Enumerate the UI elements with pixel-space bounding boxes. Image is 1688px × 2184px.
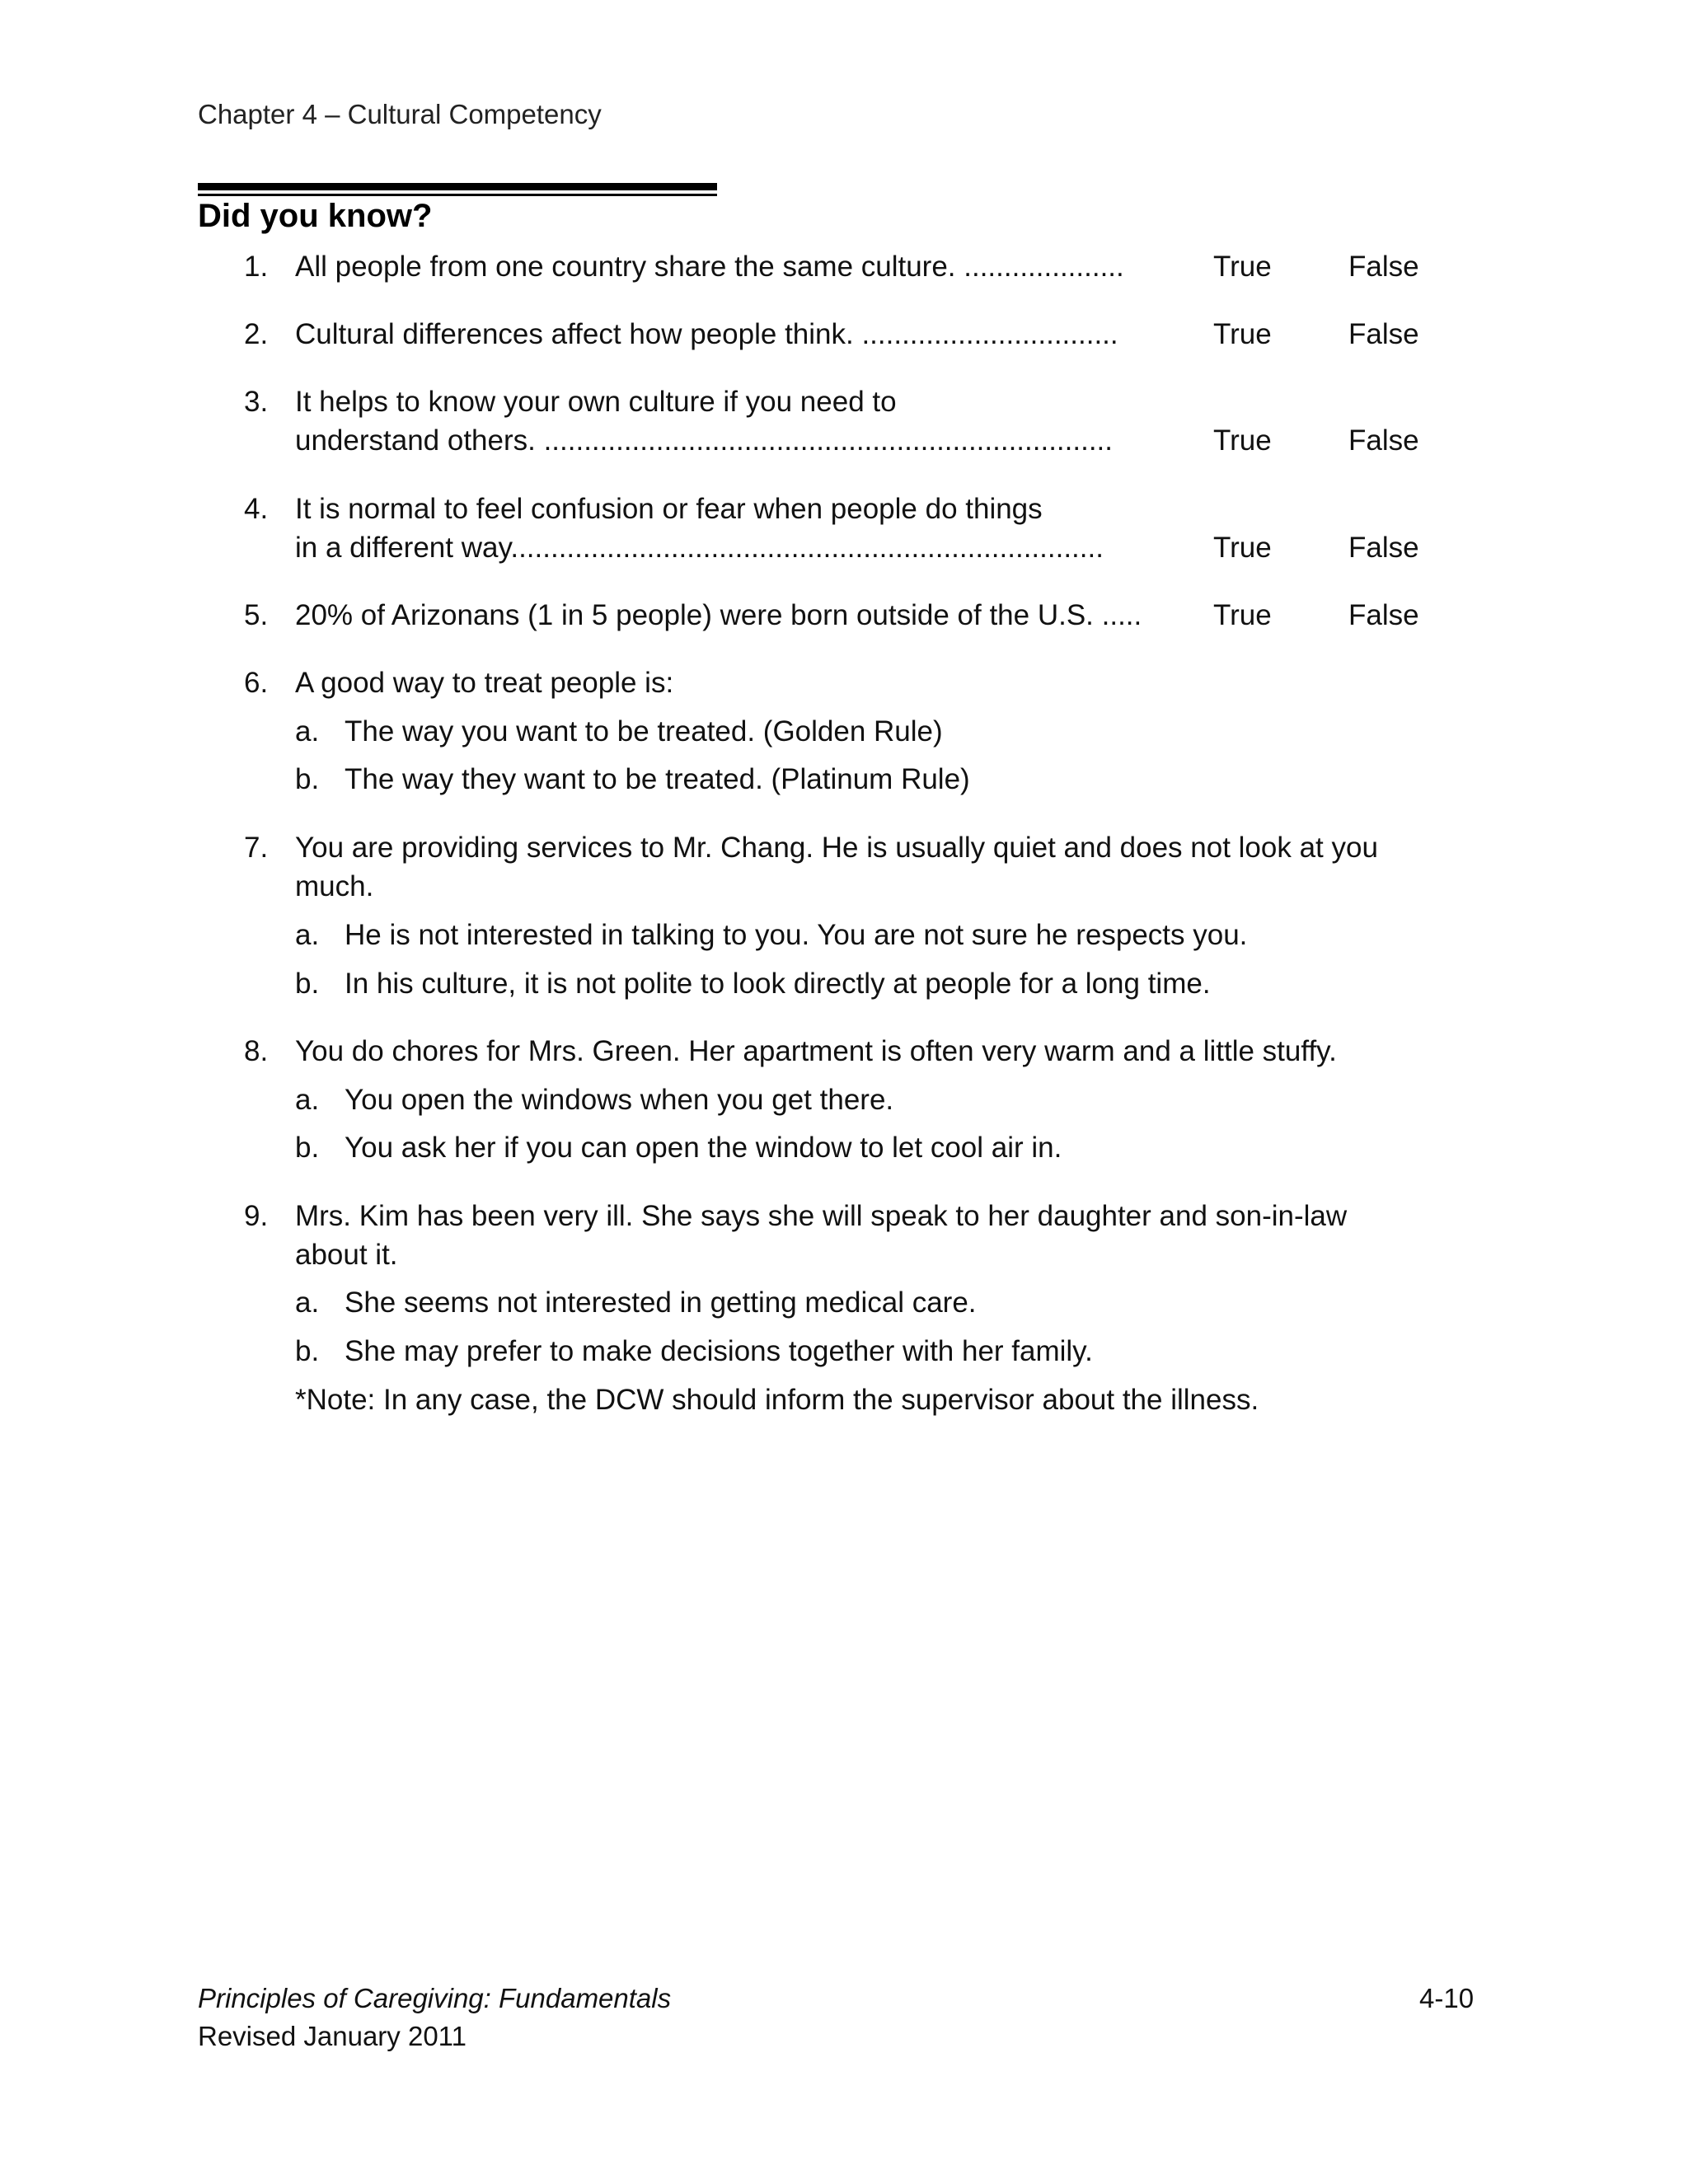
page-number: 4-10 bbox=[1419, 1983, 1475, 2013]
question-text-continued: understand others. ....................................................................... bbox=[295, 424, 1113, 457]
question-number: 9. bbox=[244, 1200, 269, 1232]
false-option[interactable]: False bbox=[1348, 251, 1419, 283]
option-letter: b. bbox=[295, 763, 320, 795]
question-number: 5. bbox=[244, 599, 269, 631]
question-text-continued: much. bbox=[295, 870, 374, 902]
true-option[interactable]: True bbox=[1213, 599, 1272, 631]
option-letter: a. bbox=[295, 1286, 320, 1319]
question-text: Cultural differences affect how people think. ................................ bbox=[295, 318, 1118, 350]
title-rule-thick bbox=[198, 183, 717, 190]
title-rule-thin bbox=[198, 194, 717, 196]
question-number: 6. bbox=[244, 667, 269, 699]
true-option[interactable]: True bbox=[1213, 251, 1272, 283]
question-number: 4. bbox=[244, 493, 269, 525]
question-number: 7. bbox=[244, 832, 269, 864]
false-option[interactable]: False bbox=[1348, 424, 1419, 457]
option-text[interactable]: The way they want to be treated. (Platinum Rule) bbox=[345, 763, 970, 795]
option-text[interactable]: You open the windows when you get there. bbox=[345, 1084, 894, 1116]
false-option[interactable]: False bbox=[1348, 599, 1419, 631]
book-title: Principles of Caregiving: Fundamentals bbox=[198, 1983, 672, 2013]
true-option[interactable]: True bbox=[1213, 318, 1272, 350]
question-text: You do chores for Mrs. Green. Her apartment is often very warm and a little stuffy. bbox=[295, 1035, 1337, 1067]
chapter-header: Chapter 4 – Cultural Competency bbox=[198, 99, 602, 129]
option-text[interactable]: He is not interested in talking to you. You are not sure he respects you. bbox=[345, 919, 1248, 951]
false-option[interactable]: False bbox=[1348, 318, 1419, 350]
option-text[interactable]: In his culture, it is not polite to look directly at people for a long time. bbox=[345, 968, 1211, 1000]
option-text[interactable]: She may prefer to make decisions together with her family. bbox=[345, 1335, 1093, 1367]
question-number: 2. bbox=[244, 318, 269, 350]
option-letter: a. bbox=[295, 919, 320, 951]
revision-date: Revised January 2011 bbox=[198, 2021, 467, 2051]
question-text: It helps to know your own culture if you need to bbox=[295, 386, 897, 418]
false-option[interactable]: False bbox=[1348, 532, 1419, 564]
question-text-continued: in a different way.......................................................................... bbox=[295, 532, 1104, 564]
option-text[interactable]: She seems not interested in getting medical care. bbox=[345, 1286, 977, 1319]
true-option[interactable]: True bbox=[1213, 424, 1272, 457]
question-number: 8. bbox=[244, 1035, 269, 1067]
question-text: Mrs. Kim has been very ill. She says she will speak to her daughter and son-in-law bbox=[295, 1200, 1348, 1232]
option-text[interactable]: You ask her if you can open the window to let cool air in. bbox=[345, 1132, 1062, 1164]
question-number: 1. bbox=[244, 251, 269, 283]
question-text: 20% of Arizonans (1 in 5 people) were born outside of the U.S. ..... bbox=[295, 599, 1142, 631]
true-option[interactable]: True bbox=[1213, 532, 1272, 564]
note-text: *Note: In any case, the DCW should inform the supervisor about the illness. bbox=[295, 1384, 1259, 1416]
question-text: You are providing services to Mr. Chang. He is usually quiet and does not look at you bbox=[295, 832, 1378, 864]
question-number: 3. bbox=[244, 386, 269, 418]
question-text: A good way to treat people is: bbox=[295, 667, 674, 699]
question-text: All people from one country share the same culture. .................... bbox=[295, 251, 1124, 283]
option-letter: a. bbox=[295, 1084, 320, 1116]
footer-left bbox=[198, 1980, 671, 2055]
option-letter: a. bbox=[295, 715, 320, 748]
section-title: Did you know? bbox=[198, 198, 433, 234]
question-text-continued: about it. bbox=[295, 1239, 398, 1271]
option-text[interactable]: The way you want to be treated. (Golden Rule) bbox=[345, 715, 943, 748]
option-letter: b. bbox=[295, 1335, 320, 1367]
question-text: It is normal to feel confusion or fear when people do things bbox=[295, 493, 1043, 525]
option-letter: b. bbox=[295, 968, 320, 1000]
option-letter: b. bbox=[295, 1132, 320, 1164]
